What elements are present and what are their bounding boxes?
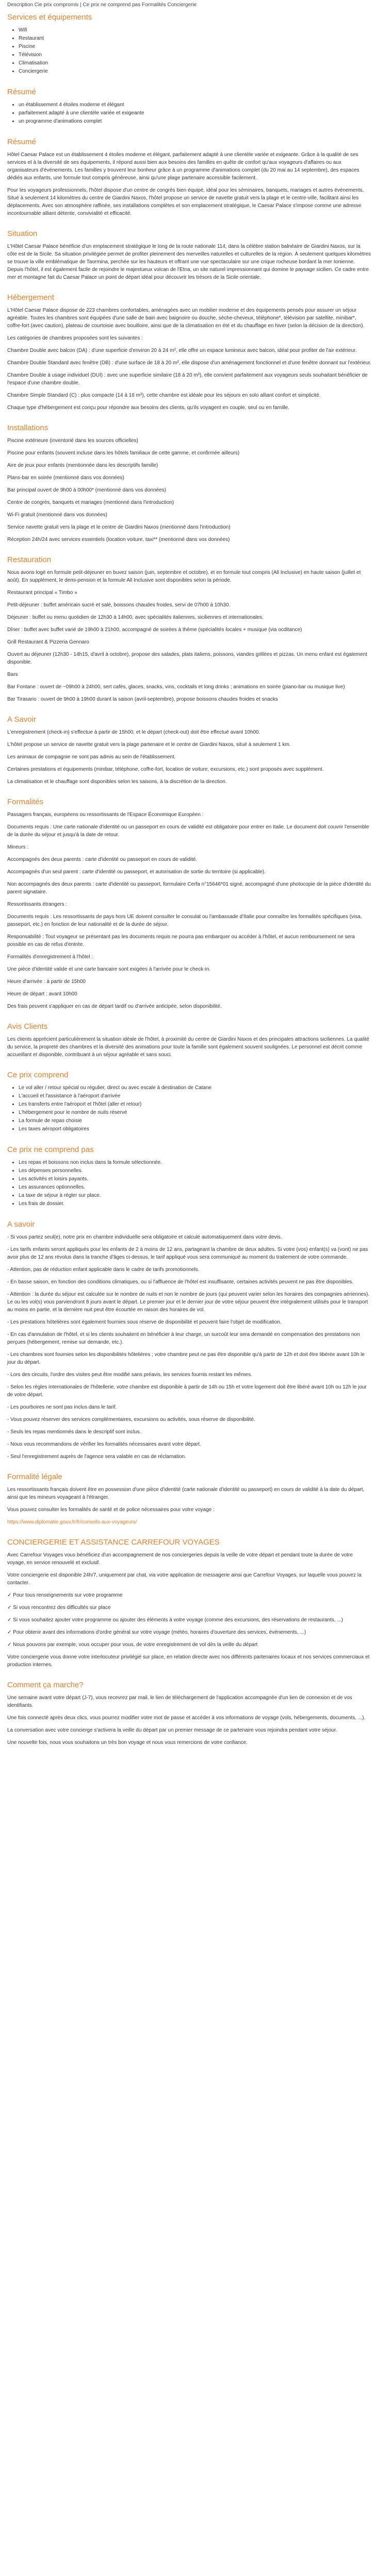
resume-detail-section <box>7 151 371 217</box>
paragraph: Les ressortissants français doivent être en possession d'une pièce d'identité (carte nationale d'identité ou passeport) en cours de validité à la date du départ, ainsi que les mineurs voyageant à l'étranger. <box>7 1487 365 1500</box>
paragraph: Les catégories de chambres proposées sont les suivantes : <box>7 335 143 341</box>
paragraph: Une semaine avant votre départ (J-7), vous recevrez par mail, le lien de téléchargement de l'application accompagnée d'un lien de connexion et de vos identifiants. <box>7 1695 352 1708</box>
paragraph: Les animaux de compagnie ne sont pas admis au sein de l'établissement. <box>7 754 176 760</box>
paragraph: Piscine extérieure (inventorié dans les sources officielles) <box>7 438 138 444</box>
paragraph: Restaurant principal « Timbo » <box>7 590 77 596</box>
paragraph: ✓ Nous pouvons par exemple, vous occuper pour vous, de votre enregistrement de vol dès la veille du départ <box>7 1642 258 1648</box>
paragraph: La conversation avec votre concierge s'activera la veille du départ par un premier message de ce partenaire vous rejoindra pendant votre séjour. <box>7 1727 337 1733</box>
paragraph: Bar Tirasario : ouvert de 9h00 à 19h00 durant la saison (avril-septembre), propose boissons chaudes froides et snacks <box>7 697 278 702</box>
situation-title: Situation <box>7 229 38 238</box>
paragraph: Bar principal ouvert de 9h00 à 00h00* (mentionné dans vos données) <box>7 487 166 493</box>
paragraph: Chambre Simple Standard (C) : plus compacte (14 à 16 m²), cette chambre est idéale pour les séjours en solo alliant confort et simplicité. <box>7 393 321 398</box>
hebergement-section <box>7 307 371 412</box>
conciergerie-section <box>7 1551 371 1669</box>
paragraph: - Attention : la durée du séjour est calculée sur le nombre de nuits et non le nombre de jours (qui peuvent varier selon les horaires des compagnies aériennes). Le ou les vol(s) vous parviendront 8 jours avant le départ. Le premier jour et le dernier jour de votre séjour peuvent être intégralement utilisés pour le transport au moins en partie, et la dernière nuit peut être écourtée en raison des horaires de vol. <box>7 1292 370 1313</box>
list-item: • Les repas et boissons non inclus dans la formule sélectionnée. <box>19 1159 371 1167</box>
paragraph: L'enregistrement (check-in) s'effectue à partir de 15h00, et le départ (check-out) doit être effectué avant 10h00. <box>7 730 260 735</box>
conciergerie-title: CONCIERGERIE ET ASSISTANCE CARREFOUR VOYAGES <box>7 1538 220 1547</box>
paragraph: Votre conciergerie est disponible 24h/7, uniquement par chat, via votre application de messagerie ainsi que Carrefour Voyages, sur laquelle vous pouvez la contacter. <box>7 1572 362 1586</box>
paragraph: ✓ Pour obtenir avant des informations d'ordre général sur votre voyage (météo, horaires d'ouverture des services, événements, ...) <box>7 1630 306 1635</box>
paragraph: Heure de départ : avant 10h00 <box>7 991 77 997</box>
paragraph: Dîner : buffet avec buffet varié de 19h00 à 21h00, accompagné de soirées à thème (spécialités locales + musique (via ocditance) <box>7 627 302 633</box>
service-item: • Piscine <box>19 43 371 51</box>
paragraph: Bar Fontane : ouvert de ~09h00 à 24h00, sert cafés, glaces, snacks, vins, cocktails et long drinks ; animations en soirée (piano-bar ou musique live) <box>7 684 345 690</box>
paragraph: Documents requis : Une carte nationale d'identité ou un passeport en cours de validité est obligatoire pour entrer en Italie. Le document doit couvrir l'ensemble de la durée du séjour et jusqu'à la date de retour. <box>7 824 369 838</box>
list-item: • Les assurances optionnelles. <box>19 1183 371 1192</box>
paragraph: Mineurs : <box>7 844 29 850</box>
services-title: Services et équipements <box>7 13 92 22</box>
list-item: • La formule de repas choisie <box>19 1117 371 1125</box>
paragraph: - Seuls les repas mentionnés dans le descriptif sont inclus. <box>7 1429 141 1435</box>
list-item: • Les activités et loisirs payants. <box>19 1175 371 1183</box>
hebergement-title: Hébergement <box>7 293 54 302</box>
list-item: • La taxe de séjour à régler sur place. <box>19 1192 371 1200</box>
service-item: • Restaurant <box>19 35 371 43</box>
paragraph: - Les pourboires ne sont pas inclus dans le tarif. <box>7 1404 117 1410</box>
paragraph: Ressortissants étrangers : <box>7 902 68 907</box>
paragraph: Une nouvelle fois, nous vous souhaitons un très bon voyage et nous vous remercions de votre confiance. <box>7 1740 248 1745</box>
diplomatie-link-line <box>7 1518 371 1526</box>
list-item: • Les transferts entre l'aéroport et l'hôtel (aller et retour) <box>19 1100 371 1109</box>
paragraph: Passagers français, européens ou ressortissants de l'Espace Économique Européen : <box>7 812 204 818</box>
a-savoir-section <box>7 728 371 786</box>
paragraph: Une fois connecté après deux clics, vous pourrez modifier votre mot de passe et accéder à vos informations de voyage (vols, hébergements, documents, ...). <box>7 1715 366 1721</box>
paragraph: Wi-Fi gratuit (mentionné dans vos données) <box>7 512 107 518</box>
paragraph: L'Hôtel Caesar Palace bénéficie d'un emplacement stratégique le long de la route nationale 114, dans la célèbre station balnéaire de Giardini Naxos, sur la côte est de la Sicile. Sa situation privilégiée permet de profiter pleinement des merveilles naturelles et culturelles de la région. À seulement quelques kilomètres se trouve la ville emblématique de Taormina, perchée sur les hauteurs et offrant une vue spectaculaire sur une crique rocheuse bordant la mer Ionienne. Depuis l'hôtel, il est également facile de rejoindre le majestueux volcan de l'Etna, un site naturel impressionnant qui domine le paysage sicilien. Ce cadre entre mer et montagne fait du Caesar Palace un point de départ idéal pour découvrir les trésors de la Sicile orientale. <box>7 244 371 280</box>
paragraph: Hôtel Caesar Palace est un établissement 4 étoiles moderne et élégant, parfaitement adapté à une clientèle variée et exigeante. Grâce à la qualité de ses services et à la diversité de ses équipements, il répond aussi bien aux besoins des familles en quête de confort qu'aux voyageurs d'affaires ou aux organisateurs d'événements. Les familles y trouvent leur bonheur grâce à un programme d'animations complet (du 20 mai au 14 septembre), des espaces dédiés aux enfants, une formule tout compris généreuse, ainsi qu'une plage partenaire accessible facilement. <box>7 152 360 181</box>
resume-item: • un établissement 4 étoiles moderne et élégant <box>19 101 371 109</box>
comment-ca-marche-section <box>7 1694 371 1747</box>
resume-item: • parfaitement adapté à une clientèle variée et exigeante <box>19 109 371 117</box>
paragraph: - Nous vous recommandons de vérifier les formalités nécessaires avant votre départ. <box>7 1442 201 1447</box>
service-item: • Climatisation <box>19 59 371 67</box>
a-savoir-2-title: A savoir <box>7 1220 35 1229</box>
prix-ne-comprend-title: Ce prix ne comprend pas <box>7 1145 94 1154</box>
paragraph: Ouvert au déjeuner (12h30 - 14h15, d'avril à octobre), propose des salades, plats italiens, poissons, viandes grillées et pizzas. Un menu enfant est également disponible. <box>7 652 367 665</box>
restauration-section <box>7 569 371 703</box>
paragraph: - Si vous partez seul(e), notre prix en chambre individuelle sera obligatoire et calculé automatiquement dans votre devis. <box>7 1234 282 1240</box>
formalite-legale-section <box>7 1486 371 1526</box>
paragraph: - Les tarifs enfants seront appliqués pour les enfants de 2 à moins de 12 ans, partageant la chambre de deux adultes. Si votre (vos) enfant(s) va (vont) ne pas avoir plus de 12 ans révolus dans la tranche d'âges ci-dessus, le tarif appliqué vous sera communiqué au moment du traitement de votre commande. <box>7 1247 368 1260</box>
paragraph: Heure d'arrivée : à partir de 15h00 <box>7 979 86 985</box>
paragraph: Accompagnés des deux parents : carte d'identité ou passeport en cours de validité. <box>7 857 198 862</box>
service-item: • Télévision <box>19 51 371 59</box>
paragraph: Documents requis : Les ressortissants de pays hors UE doivent consulter le consulat ou l'ambassade d'Italie pour connaître les formalités spécifiques (visa, passeport, etc.) en fonction de leur nationalité et de la durée de séjour. <box>7 914 362 927</box>
paragraph: Pour les voyageurs professionnels, l'hôtel dispose d'un centre de congrès bien équipé, idéal pour les séminaires, banquets, mariages et autres événements. Situé à seulement 14 kilomètres du centre de Giardini Naxos, l'hôtel propose un service de navette gratuit vers la plage et le centre-ville, facilitant ainsi les déplacements. Avec son atmosphère raffinée, ses installations complètes et son emplacement stratégique, le Caesar Palace s'impose comme une adresse incontournable alliant détente, convivialité et efficacité. <box>7 188 364 216</box>
paragraph: - Les chambres sont fournies selon les disponibilités hôtelières ; votre chambre peut ne pas être disponible qu'à partir de 12h et doit être libérée avant 10h le jour du départ. <box>7 1352 365 1365</box>
prix-comprend-title: Ce prix comprend <box>7 1071 69 1079</box>
formalite-legale-title: Formalité légale <box>7 1472 62 1481</box>
paragraph: La climatisation et le chauffage sont disponibles selon les saisons, à la discrétion de la direction. <box>7 779 227 785</box>
paragraph: Service navette gratuit vers la plage et le centre de Giardini Naxos (mentionné dans l'introduction) <box>7 524 231 530</box>
paragraph: Aire de jeux pour enfants (mentionnée dans les descriptifs famille) <box>7 463 158 468</box>
paragraph: - En cas d'annulation de l'hôtel, et si les clients souhaitent en bénéficier à leur charge, un surcoût leur sera demandé en compensation des prestations non perçues (hébergement, remise sur demande, etc.). <box>7 1332 360 1345</box>
paragraph: Chambre Double avec balcon (DA) : d'une superficie d'environ 20 à 24 m², elle offre un espace lumineux avec balcon, idéal pour profiter de l'air extérieur. <box>7 348 357 353</box>
paragraph: Responsabilité : Tout voyageur se présentant pas les documents requis ne pourra pas embarquer ou accéder à l'hôtel, et aucun remboursement ne sera possible en cas de refus d'entrée. <box>7 934 355 947</box>
paragraph: Formalités d'enregistrement à l'hôtel : <box>7 954 93 960</box>
service-item: • Conciergerie <box>19 67 371 76</box>
paragraph: - En basse saison, en fonction des conditions climatiques, ou si l'affluence de l'hôtel est insuffisante, certaines activités peuvent ne pas être disponibles. <box>7 1279 354 1285</box>
comment-ca-marche-title: Comment ça marche? <box>7 1681 84 1689</box>
prix-ne-comprend-list <box>7 1159 371 1208</box>
a-savoir-title: A Savoir <box>7 715 36 724</box>
paragraph: L'Hôtel Caesar Palace dispose de 223 chambres confortables, aménagées avec un mobilier moderne et des équipements pensés pour assurer un séjour agréable. Toutes les chambres sont équipées d'une salle de bain avec baignoire ou douche, sèche-cheveux, téléphone*, télévision par satellite, minibar*, coffre-fort (avec caution), plateau de courtoisie avec bouilloire, ainsi que de la climatisation en été et du chauffage en hiver (selon la décision de la direction). <box>7 308 365 329</box>
list-item: • Les frais de dossier. <box>19 1200 371 1208</box>
paragraph: Déjeuner : buffet ou menu quotidien de 12h30 à 14h00, avec spécialités italiennes, siciliennes et internationales. <box>7 615 264 620</box>
paragraph: - Seul l'enregistrement auprès de l'agence sera valable en cas de réclamation. <box>7 1454 186 1460</box>
restauration-title: Restauration <box>7 555 52 564</box>
paragraph: Non accompagnés des deux parents : carte d'identité ou passeport, formulaire Cerfa n°15646*01 signé, accompagné d'une photocopie de la pièce d'identité du parent signataire. <box>7 882 371 895</box>
list-item: • Les taxes aéroport obligatoires <box>19 1125 371 1133</box>
paragraph: Votre conciergerie vous donne votre interlocuteur privilégié sur place, en relation directe avec nos différents partenaires locaux et nos services commerciaux et production internes. <box>7 1654 370 1668</box>
paragraph: ✓ Si vous souhaitez ajouter votre programme ou ajouter des éléments à votre voyage (comme des excursions, des réservations de restaurants, ...) <box>7 1617 343 1623</box>
breadcrumb: Description Cie prix compromis | Ce prix ne comprend pas Formalités Conciergerie <box>7 2 197 8</box>
resume-title: Résumé <box>7 88 36 96</box>
paragraph: Réception 24h/24 avec services essentiels (location voiture, taxi** (mentionné dans vos données) <box>7 537 230 543</box>
paragraph: - Selon les règles internationales de l'hôtellerie, votre chambre est disponible à partir de 14h ou 15h et votre logement doit être libéré avant 10h ou 12h le jour de votre départ. <box>7 1384 367 1398</box>
prix-comprend-list <box>7 1084 371 1133</box>
paragraph: - Attention, pas de réduction enfant applicable dans le cadre de tarifs promotionnels. <box>7 1267 200 1273</box>
resume-detail-title: Résumé <box>7 138 36 146</box>
paragraph: Avec Carrefour Voyages vous bénéficiez d'un accompagnement de nos conciergeries depuis la veille de votre départ et pendant toute la durée de votre voyage, en service renouvelé et exclusif. <box>7 1552 353 1566</box>
paragraph: Piscine pour enfants (souvent incluse dans les hôtels familiaux de cette gamme, et confirmée ailleurs) <box>7 450 240 456</box>
paragraph: - Lors des circuits, l'ordre des visites peut être modifié sans préavis, les services fournis restant les mêmes. <box>7 1372 252 1378</box>
paragraph: Accompagnés d'un seul parent : carte d'identité ou passeport, et autorisation de sortie du territoire (si applicable). <box>7 869 266 875</box>
paragraph: Certaines prestations et équipements (minibar, téléphone, coffre-fort, location de voiture, excursions, etc.) sont proposés avec supplément. <box>7 767 324 772</box>
paragraph: Une pièce d'identité valide et une carte bancaire sont exigées à l'arrivée pour le check-in. <box>7 967 211 972</box>
resume-list <box>7 101 371 126</box>
paragraph: Chambre Double Standard avec fenêtre (DB) : d'une surface de 18 à 20 m², elle dispose d'un aménagement fonctionnel et d'une fenêtre donnant sur l'extérieur. <box>7 360 371 366</box>
paragraph: Chambre Double à usage individuel (DUI) : avec une superficie similaire (18 à 20 m²), elle convient parfaitement aux voyageurs seuls souhaitant bénéficier de l'espace d'une chambre double. <box>7 372 368 386</box>
paragraph: Bars <box>7 672 18 677</box>
paragraph: L'hôtel propose un service de navette gratuit vers la plage partenaire et le centre de Giardini Naxos, situé à seulement 1 km. <box>7 742 291 748</box>
paragraph: Les clients apprécient particulièrement la situation idéale de l'hôtel, à proximité du centre de Giardini Naxos et des principales attractions siciliennes. La qualité du service, la propreté des chambres et la diversité des animations pour toute la famille sont également souvent soulignées. Le personnel est décrit comme accueillant et disponible, contribuant à un séjour agréable et sans souci. <box>7 1037 369 1058</box>
paragraph: Nous avons logé en formule petit-déjeuner en buvez saison (juin, septembre et octobre), et en formule tout compris (All Inclusive) en haute saison (juillet et août). En supplément, le demi-pension et la formule All Inclusive sont disponibles selon la période. <box>7 570 361 583</box>
formalites-section <box>7 811 371 1010</box>
list-item: • Le vol aller / retour spécial ou régulier, direct ou avec escale à destination de Catane <box>19 1084 371 1092</box>
avis-clients-title: Avis Clients <box>7 1022 48 1031</box>
a-savoir-2-section <box>7 1233 371 1461</box>
paragraph: Plans-bar en soirée (mentionné dans vos données) <box>7 475 124 481</box>
installations-title: Installations <box>7 423 48 432</box>
list-item: • Les dépenses personnelles. <box>19 1167 371 1175</box>
formalites-title: Formalités <box>7 798 44 806</box>
paragraph: Chaque type d'hébergement est conçu pour répondre aux besoins des clients, qu'ils voyagent en couple, seul ou en famille. <box>7 405 289 411</box>
installations-section <box>7 437 371 544</box>
paragraph: ✓ Pour tous renseignements sur votre programme <box>7 1592 123 1598</box>
avis-clients-section <box>7 1036 371 1059</box>
list-item: • L'hébergement pour le nombre de nuits réservé <box>19 1109 371 1117</box>
diplomatie-link[interactable]: https://www.diplomatie.gouv.fr/fr/conseils-aux-voyageurs/ <box>7 1519 137 1525</box>
situation-section <box>7 243 371 281</box>
paragraph: - Les prestations hôtelières sont également fournies sous réserve de disponibilité et peuvent faire l'objet de modification. <box>7 1319 282 1325</box>
paragraph: Grill Restaurant & Pizzeria Gennaro <box>7 639 89 645</box>
services-list <box>7 26 371 76</box>
paragraph: - Vous pouvez réserver des services complémentaires, excursions ou activités, sous réserve de disponibilité. <box>7 1417 255 1422</box>
resume-item: • un programme d'animations complet <box>19 117 371 126</box>
paragraph: Vous pouvez consulter les formalités de santé et de police nécessaires pour votre voyage : <box>7 1507 215 1513</box>
paragraph: Centre de congrès, banquets et mariages (mentionné dans l'introduction) <box>7 500 174 505</box>
service-item: • Wifi <box>19 26 371 35</box>
list-item: • L'accueil et l'assistance à l'aéroport d'arrivée <box>19 1092 371 1100</box>
paragraph: Petit-déjeuner : buffet américain sucré et salé, boissons chaudes froides, servi de 07h00 à 10h30. <box>7 602 231 608</box>
paragraph: ✓ Si vous rencontrez des difficultés sur place <box>7 1605 111 1611</box>
paragraph: Des frais peuvent s'appliquer en cas de départ tardif ou d'arrivée anticipée, selon disponibilité. <box>7 1004 222 1009</box>
